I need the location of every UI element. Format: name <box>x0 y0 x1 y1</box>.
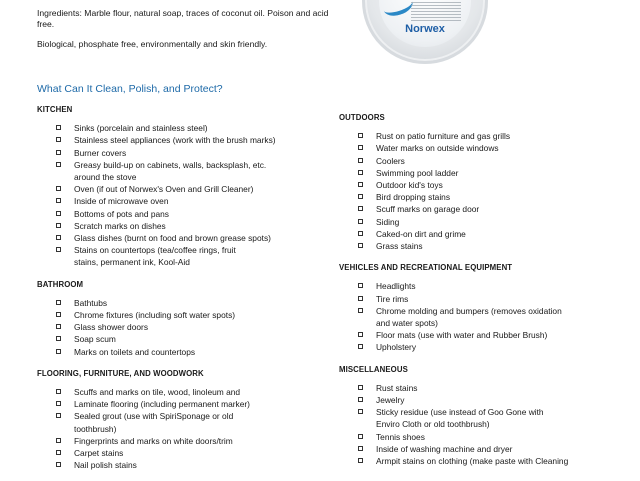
list-item-text: Sealed grout (use with SpiriSponage or old <box>74 411 234 422</box>
section-flooring-furniture-and-woodwork <box>37 368 327 472</box>
list-item <box>37 297 327 309</box>
checkbox-icon[interactable] <box>358 385 363 390</box>
checkbox-icon[interactable] <box>56 336 61 341</box>
list-item <box>339 382 634 394</box>
list-item-text: Glass shower doors <box>74 322 149 333</box>
list-item-text: Scuffs and marks on tile, wood, linoleum and <box>74 387 241 398</box>
list-item-text: stains, permanent ink, Kool-Aid <box>74 257 190 268</box>
checkbox-icon[interactable] <box>358 397 363 402</box>
list-item <box>339 418 634 430</box>
section-vehicles-and-recreational-equipment <box>339 262 634 353</box>
checkbox-icon[interactable] <box>56 125 61 130</box>
logo-fineprint <box>411 0 461 21</box>
section-title: KITCHEN <box>37 105 73 114</box>
checkbox-icon[interactable] <box>358 434 363 439</box>
list-item-text: around the stove <box>74 172 137 183</box>
list-item-text: Armpit stains on clothing (make paste with Cleaning <box>376 456 569 467</box>
list-item <box>37 159 327 171</box>
checkbox-icon[interactable] <box>56 438 61 443</box>
section-title: VEHICLES AND RECREATIONAL EQUIPMENT <box>339 263 513 273</box>
list-item <box>37 220 327 232</box>
checkbox-icon[interactable] <box>358 231 363 236</box>
list-item <box>339 394 634 406</box>
list-item-text: Rust on patio furniture and gas grills <box>376 131 511 142</box>
list-item-text: Bathtubs <box>74 297 108 308</box>
checkbox-icon[interactable] <box>358 243 363 248</box>
checkbox-icon[interactable] <box>358 296 363 301</box>
checkbox-icon[interactable] <box>56 413 61 418</box>
checkbox-icon[interactable] <box>358 409 363 414</box>
checkbox-icon[interactable] <box>56 324 61 329</box>
list-item-text: Laminate flooring (including permanent marker) <box>74 399 250 410</box>
checkbox-icon[interactable] <box>56 186 61 191</box>
list-item <box>339 293 634 305</box>
list-item <box>37 183 327 195</box>
checkbox-icon[interactable] <box>56 137 61 142</box>
list-item <box>37 447 327 459</box>
list-item-text: Inside of microwave oven <box>74 196 169 207</box>
list-item-text: Bird dropping stains <box>376 192 451 203</box>
list-item-text: Jewelry <box>376 395 405 406</box>
list-item <box>339 191 634 203</box>
section-heading: What Can It Clean, Polish, and Protect? <box>37 83 223 95</box>
checkbox-icon[interactable] <box>358 194 363 199</box>
checklist <box>339 280 634 353</box>
list-item <box>339 406 634 418</box>
section-outdoors <box>339 112 634 252</box>
list-item <box>37 346 327 358</box>
list-item <box>339 280 634 292</box>
section-bathroom <box>37 279 327 358</box>
list-item <box>37 256 327 268</box>
list-item <box>339 167 634 179</box>
checkbox-icon[interactable] <box>358 206 363 211</box>
list-item-text: Fingerprints and marks on white doors/trim <box>74 435 233 446</box>
list-item-text: Sinks (porcelain and stainless steel) <box>74 123 208 134</box>
list-item <box>37 435 327 447</box>
list-item-text: Burner covers <box>74 147 127 158</box>
list-item-text: Water marks on outside windows <box>376 143 499 154</box>
list-item-text: Stainless steel appliances (work with the brush marks) <box>74 135 276 146</box>
checkbox-icon[interactable] <box>56 211 61 216</box>
section-title: MISCELLANEOUS <box>339 364 408 374</box>
list-item <box>339 240 634 252</box>
list-item <box>37 410 327 422</box>
checkbox-icon[interactable] <box>358 458 363 463</box>
list-item <box>37 309 327 321</box>
checklist <box>37 122 327 268</box>
checkbox-icon[interactable] <box>56 150 61 155</box>
checkbox-icon[interactable] <box>358 170 363 175</box>
list-item-text: Oven (if out of Norwex's Oven and Grill Cleaner) <box>74 184 254 195</box>
list-item-text: Stains on countertops (tea/coffee rings, fruit <box>74 245 236 256</box>
list-item-text: Tire rims <box>376 293 409 304</box>
checkbox-icon[interactable] <box>56 198 61 203</box>
list-item <box>339 341 634 353</box>
list-item <box>339 431 634 443</box>
list-item-text: Tennis shoes <box>376 431 425 442</box>
list-item <box>37 386 327 398</box>
list-item <box>339 155 634 167</box>
checklist <box>37 297 327 358</box>
list-item <box>339 130 634 142</box>
checkbox-icon[interactable] <box>358 145 363 150</box>
checkbox-icon[interactable] <box>56 401 61 406</box>
list-item-text: Grass stains <box>376 241 423 252</box>
list-item <box>37 195 327 207</box>
list-item <box>37 232 327 244</box>
product-logo <box>362 0 488 64</box>
list-item-text: Marks on toilets and countertops <box>74 346 196 357</box>
list-item <box>37 321 327 333</box>
list-item-text: and water spots) <box>376 318 438 329</box>
section-title: BATHROOM <box>37 279 84 289</box>
list-item <box>37 244 327 256</box>
checklist <box>339 130 634 252</box>
checklist <box>339 382 634 467</box>
list-item-text: Enviro Cloth or old toothbrush) <box>376 419 490 430</box>
list-item <box>339 317 634 329</box>
list-item <box>37 423 327 435</box>
checkbox-icon[interactable] <box>358 182 363 187</box>
list-item <box>37 398 327 410</box>
checkbox-icon[interactable] <box>358 158 363 163</box>
list-item <box>339 203 634 215</box>
ingredients-text: Ingredients: Marble flour, natural soap, traces of coconut oil. Poison and acid free. <box>37 8 329 29</box>
checkbox-icon[interactable] <box>56 312 61 317</box>
list-item-text: Inside of washing machine and dryer <box>376 443 513 454</box>
list-item <box>339 216 634 228</box>
list-item-text: Chrome fixtures (including soft water spots) <box>74 310 236 321</box>
checkbox-icon[interactable] <box>56 162 61 167</box>
checkbox-icon[interactable] <box>56 247 61 252</box>
list-item <box>37 147 327 159</box>
list-item-text: Floor mats (use with water and Rubber Brush) <box>376 330 548 341</box>
right-column <box>339 112 634 477</box>
list-item-text: Caked-on dirt and grime <box>376 228 466 239</box>
list-item <box>339 455 634 467</box>
list-item-text: Bottoms of pots and pans <box>74 208 169 219</box>
checkbox-icon[interactable] <box>358 332 363 337</box>
section-miscellaneous <box>339 364 634 468</box>
attributes-text: Biological, phosphate free, environmentally and skin friendly. <box>37 39 268 49</box>
checkbox-icon[interactable] <box>358 308 363 313</box>
checkbox-icon[interactable] <box>358 446 363 451</box>
list-item-text: Glass dishes (burnt on food and brown grease spots) <box>74 233 271 244</box>
section-kitchen <box>37 104 327 269</box>
list-item-text: Nail polish stains <box>74 460 137 471</box>
list-item <box>37 122 327 134</box>
list-item <box>339 179 634 191</box>
list-item-text: Chrome molding and bumpers (removes oxidation <box>376 305 562 316</box>
checklist <box>37 386 327 471</box>
checkbox-icon[interactable] <box>56 389 61 394</box>
list-item-text: Siding <box>376 216 400 227</box>
checkbox-icon[interactable] <box>56 450 61 455</box>
list-item-text: Scuff marks on garage door <box>376 204 480 215</box>
list-item <box>339 142 634 154</box>
list-item-text: Sticky residue (use instead of Goo Gone with <box>376 407 544 418</box>
list-item-text: Soap scum <box>74 334 116 345</box>
list-item-text: Swimming pool ladder <box>376 167 459 178</box>
checkbox-icon[interactable] <box>358 344 363 349</box>
list-item <box>37 171 327 183</box>
list-item-text: Carpet stains <box>74 448 124 459</box>
section-title: OUTDOORS <box>339 113 385 122</box>
list-item <box>339 329 634 341</box>
list-item-text: Outdoor kid's toys <box>376 180 443 191</box>
checkbox-icon[interactable] <box>56 300 61 305</box>
left-column <box>37 104 327 481</box>
list-item-text: Scratch marks on dishes <box>74 220 166 231</box>
checkbox-icon[interactable] <box>56 462 61 467</box>
checkbox-icon[interactable] <box>358 283 363 288</box>
checkbox-icon[interactable] <box>56 235 61 240</box>
list-item <box>339 443 634 455</box>
list-item <box>339 228 634 240</box>
intro <box>37 8 337 59</box>
checkbox-icon[interactable] <box>358 133 363 138</box>
list-item-text: Greasy build-up on cabinets, walls, backsplash, etc. <box>74 159 267 170</box>
checkbox-icon[interactable] <box>56 349 61 354</box>
list-item <box>37 459 327 471</box>
list-item-text: Headlights <box>376 281 416 292</box>
list-item-text: toothbrush) <box>74 423 117 434</box>
section-title: FLOORING, FURNITURE, AND WOODWORK <box>37 368 204 378</box>
list-item <box>37 208 327 220</box>
list-item-text: Coolers <box>376 155 405 166</box>
list-item <box>37 333 327 345</box>
list-item-text: Rust stains <box>376 382 418 393</box>
checkbox-icon[interactable] <box>358 219 363 224</box>
checkbox-icon[interactable] <box>56 223 61 228</box>
brand-name: Norwex <box>405 23 445 35</box>
list-item-text: Upholstery <box>376 342 417 353</box>
list-item <box>339 305 634 317</box>
list-item <box>37 134 327 146</box>
